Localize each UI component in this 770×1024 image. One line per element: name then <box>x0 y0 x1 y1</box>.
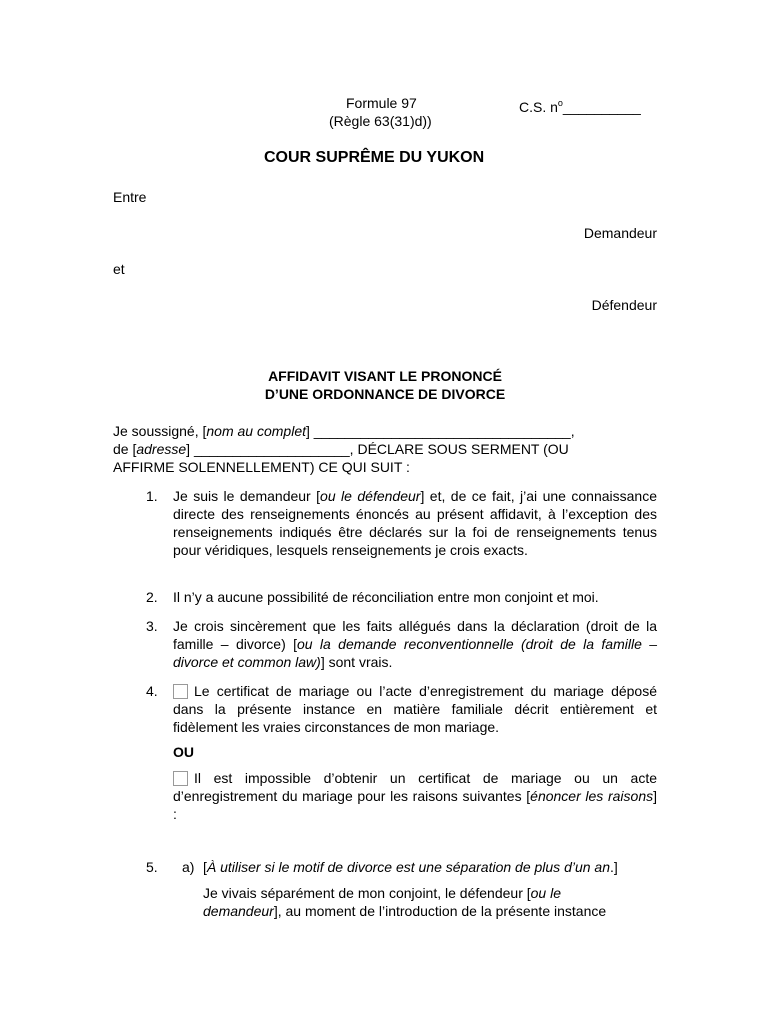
item-5-instruction <box>203 858 618 876</box>
form-number: Formule 97 <box>346 95 417 111</box>
item-1-italic: ou le défendeur <box>320 488 421 504</box>
item-5-line-1-italic: ou le <box>530 885 561 901</box>
item-2-text: Il n’y a aucune possibilité de réconciliation entre mon conjoint et moi. <box>173 589 599 605</box>
item-5-sub-label: a) <box>182 859 195 875</box>
no-certificate-checkbox[interactable] <box>173 771 188 786</box>
defendant-label: Défendeur <box>591 297 657 313</box>
item-1-part-b: ] et, de ce fait, j’ai une connaissance directe des renseignements énoncés au présent affidavit, à l’exception des renseignements indiqués être déclarés sur la foi de renseignements tenus pour véridiques, lesquels renseignements je crois exacts. <box>173 488 657 558</box>
or-label: OU <box>173 744 194 760</box>
plaintiff-label: Demandeur <box>583 225 657 241</box>
item-1-part-a: Je suis le demandeur [ <box>173 488 321 504</box>
item-1-text <box>173 487 657 559</box>
document-title <box>0 367 770 403</box>
bracket-close: .] <box>610 859 618 875</box>
item-4-reasons-placeholder: énoncer les raisons <box>530 788 654 804</box>
address-placeholder: adresse <box>136 441 187 457</box>
item-4-option-1-text: Le certificat de mariage ou l’acte d’enregistrement du mariage déposé dans la présente instance en matière familiale décrit entièrement et fidèlement les vraies circonstances de mon mariage. <box>173 683 657 735</box>
marriage-certificate-checkbox[interactable] <box>173 684 188 699</box>
item-3-part-a: Je crois sincèrement que les faits allégués dans la déclaration (droit de la famille – divorce) [ <box>173 618 657 652</box>
file-blank: __________ <box>562 99 641 115</box>
item-number-2: 2. <box>146 589 158 605</box>
item-5-line-1 <box>203 884 561 902</box>
rule-reference: (Règle 63(31)d)) <box>329 113 432 129</box>
intro-line-3: AFFIRME SOLENNELLEMENT) CE QUI SUIT : <box>113 459 410 475</box>
item-4-option-1 <box>173 682 657 736</box>
court-title: COUR SUPRÊME DU YUKON <box>264 149 485 166</box>
item-5-line-2 <box>203 902 606 920</box>
item-number-5: 5. <box>146 859 158 875</box>
intro-line-1 <box>113 422 575 440</box>
item-5-line-2-text: ], au moment de l’introduction de la présente instance <box>273 903 607 919</box>
intro-text: de [ <box>113 441 137 457</box>
item-5-instruction-italic: À utiliser si le motif de divorce est une séparation de plus d’un an <box>206 859 611 875</box>
item-4-option-2-end: ] : <box>173 788 657 822</box>
bracket-open: [ <box>203 859 207 875</box>
item-4-option-2 <box>173 769 657 823</box>
item-5-line-1-text: Je vivais séparément de mon conjoint, le défendeur [ <box>203 885 531 901</box>
and-label: et <box>113 261 125 277</box>
item-4-option-2-text: Il est impossible d’obtenir un certificat de mariage ou un acte d’enregistrement du mariage pour les raisons suivantes [ <box>173 770 657 804</box>
document-title-line1: AFFIDAVIT VISANT LE PRONONCÉ <box>268 368 502 384</box>
item-3-part-b: ] sont vrais. <box>320 654 393 670</box>
address-blank: ] ____________________, DÉCLARE SOUS SERMENT (OU <box>186 441 569 457</box>
file-degree: o <box>557 98 563 108</box>
full-name-placeholder: nom au complet <box>206 423 306 439</box>
item-number-1: 1. <box>146 488 158 504</box>
item-number-4: 4. <box>146 683 158 699</box>
court-file-number <box>519 94 641 116</box>
document-title-line2: D’UNE ORDONNANCE DE DIVORCE <box>264 386 506 402</box>
item-3-italic: ou la demande reconventionnelle (droit de la famille – divorce et common law) <box>173 636 657 670</box>
item-3-text <box>173 617 657 671</box>
item-number-3: 3. <box>146 618 158 634</box>
intro-text: Je soussigné, [ <box>113 423 207 439</box>
item-5-line-2-italic: demandeur <box>203 903 274 919</box>
full-name-blank: ] _________________________________, <box>306 423 575 439</box>
file-label: C.S. n <box>519 99 558 115</box>
intro-line-2 <box>113 440 569 458</box>
between-label: Entre <box>113 189 147 205</box>
